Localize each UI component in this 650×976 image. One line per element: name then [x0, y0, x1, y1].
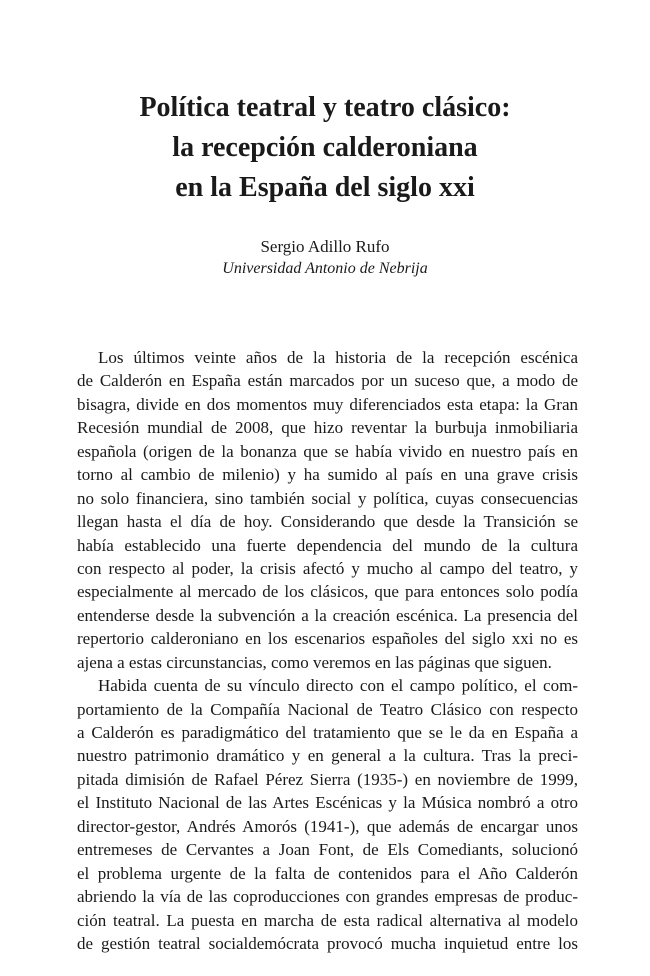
paper-title: [0, 88, 650, 208]
body-line: a Calderón es paradigmático del tratamiento que se le da en España a: [77, 723, 578, 742]
body-line: el problema urgente de la falta de contenidos para el Año Calderón: [77, 863, 578, 883]
body-line: nuestro patrimonio dramático y en general a la cultura. Tras la preci-: [77, 746, 578, 766]
body-line: con respecto al poder, la crisis afectó y mucho al campo del teatro, y: [77, 558, 578, 578]
title-line: Política teatral y teatro clásico:: [139, 92, 511, 123]
body-line: portamiento de la Compañía Nacional de Teatro Clásico con respecto: [77, 699, 578, 719]
body-line: española (origen de la bonanza que se había vivido en nuestro país en: [77, 441, 578, 461]
body-line: ción teatral. La puesta en marcha de esta radical alternativa al modelo: [77, 910, 578, 930]
title-line: en la España del siglo xxi: [175, 172, 475, 203]
body-line: pitada dimisión de Rafael Pérez Sierra (1935-) en noviembre de 1999,: [77, 769, 578, 789]
body-line: el Instituto Nacional de las Artes Escénicas y la Música nombró a otro: [77, 793, 578, 813]
body-text: [77, 346, 578, 955]
body-line: director-gestor, Andrés Amorós (1941-), que además de encargar unos: [77, 816, 578, 836]
body-line: Recesión mundial de 2008, que hizo reventar la burbuja inmobiliaria: [77, 418, 578, 438]
body-line: repertorio calderoniano en los escenarios españoles del siglo xxi no es: [77, 629, 578, 649]
body-line: no solo financiera, sino también social y política, cuyas consecuencias: [77, 488, 578, 508]
body-line: entremeses de Cervantes a Joan Font, de Els Comediants, solucionó: [77, 840, 578, 860]
body-line: de gestión teatral socialdemócrata provocó mucha inquietud entre los: [77, 933, 578, 953]
body-line: entenderse desde la subvención a la creación escénica. La presencia del: [77, 605, 578, 625]
body-line: torno al cambio de milenio) y ha sumido al país en una grave crisis: [77, 465, 578, 485]
body-line: había establecido una fuerte dependencia del mundo de la cultura: [77, 535, 578, 555]
author-affiliation: Universidad Antonio de Nebrija: [222, 260, 428, 277]
title-line: la recepción calderoniana: [172, 132, 478, 163]
body-line: especialmente al mercado de los clásicos, que para entonces solo podía: [77, 582, 578, 602]
body-line: de Calderón en España están marcados por un suceso que, a modo de: [77, 371, 578, 391]
body-line: ajena a estas circunstancias, como veremos en las páginas que siguen.: [77, 652, 552, 672]
body-line: abriendo la vía de las coproducciones con grandes empresas de produc-: [77, 887, 578, 907]
body-line: Habida cuenta de su vínculo directo con el campo político, el com-: [98, 676, 578, 696]
body-line: Los últimos veinte años de la historia de la recepción escénica: [98, 348, 578, 367]
body-line: bisagra, divide en dos momentos muy diferenciados esta etapa: la Gran: [77, 394, 578, 414]
author-name: Sergio Adillo Rufo: [260, 237, 390, 256]
body-line: llegan hasta el día de hoy. Considerando que desde la Transición se: [77, 512, 578, 532]
